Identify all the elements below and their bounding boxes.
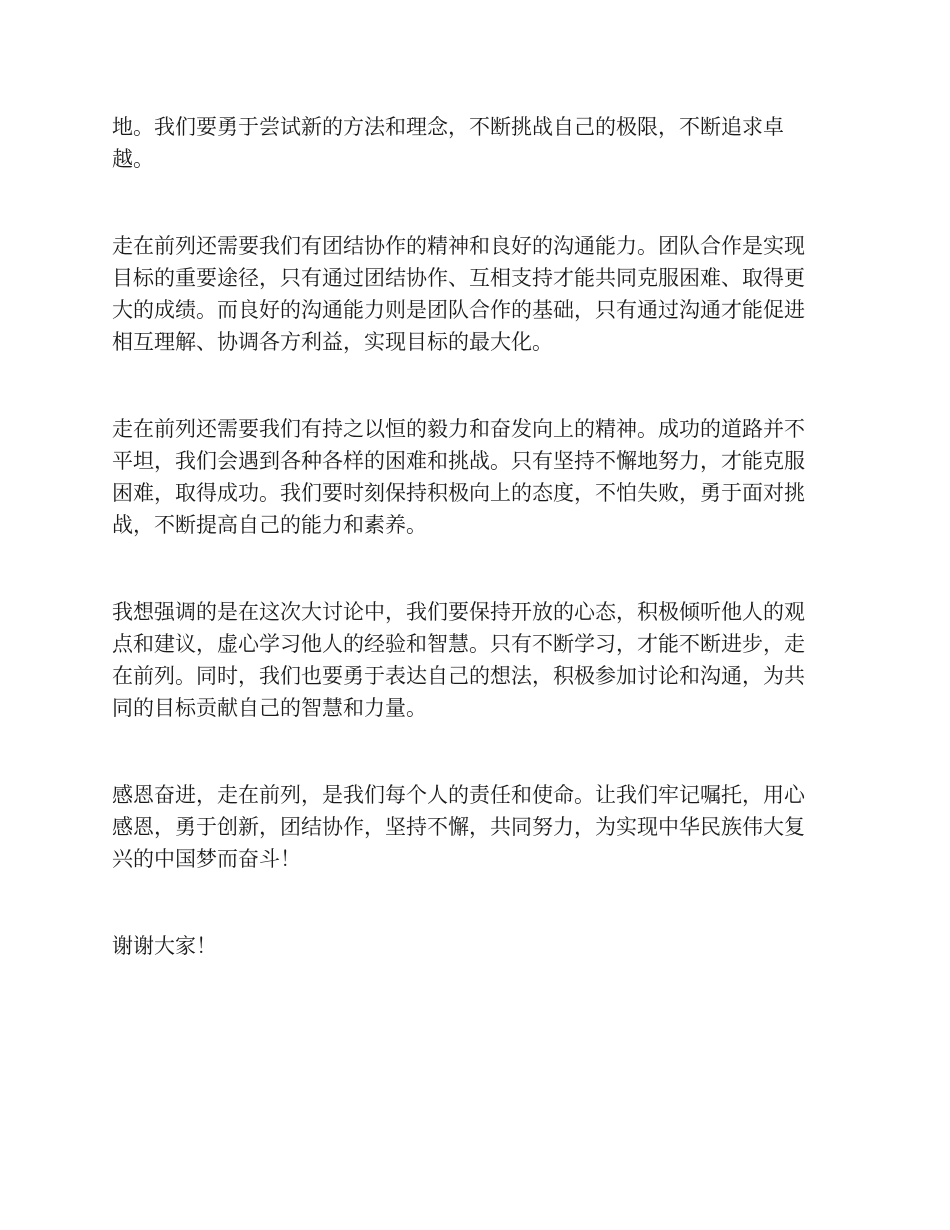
text-line: 越。	[112, 147, 154, 171]
paragraph	[112, 596, 838, 724]
text-line: 目标的重要途径，只有通过团结协作、互相支持才能共同克服困难、取得更	[112, 266, 805, 290]
text-line: 兴的中国梦而奋斗！	[112, 847, 301, 871]
text-line: 地。我们要勇于尝试新的方法和理念，不断挑战自己的极限，不断追求卓	[112, 115, 784, 139]
text-line: 走在前列还需要我们有持之以恒的毅力和奋发向上的精神。成功的道路并不	[112, 417, 805, 441]
text-line: 在前列。同时，我们也要勇于表达自己的想法，积极参加讨论和沟通，为共	[112, 664, 805, 688]
text-line: 感恩奋进，走在前列，是我们每个人的责任和使命。让我们牢记嘱托，用心	[112, 783, 805, 807]
text-line: 大的成绩。而良好的沟通能力则是团队合作的基础，只有通过沟通才能促进	[112, 298, 805, 322]
paragraph	[112, 779, 838, 875]
text-line: 相互理解、协调各方利益，实现目标的最大化。	[112, 330, 553, 354]
document-body	[112, 111, 838, 1017]
paragraph	[112, 413, 838, 541]
text-line: 同的目标贡献自己的智慧和力量。	[112, 696, 427, 720]
text-line: 谢谢大家！	[112, 934, 217, 958]
text-line: 感恩，勇于创新，团结协作，坚持不懈，共同努力，为实现中华民族伟大复	[112, 815, 805, 839]
paragraph	[112, 111, 838, 175]
text-line: 点和建议，虚心学习他人的经验和智慧。只有不断学习，才能不断进步，走	[112, 632, 805, 656]
paragraph	[112, 230, 838, 358]
text-line: 战，不断提高自己的能力和素养。	[112, 513, 427, 537]
text-line: 走在前列还需要我们有团结协作的精神和良好的沟通能力。团队合作是实现	[112, 234, 805, 258]
closing-paragraph	[112, 930, 838, 962]
text-line: 平坦，我们会遇到各种各样的困难和挑战。只有坚持不懈地努力，才能克服	[112, 449, 805, 473]
text-line: 我想强调的是在这次大讨论中，我们要保持开放的心态，积极倾听他人的观	[112, 600, 805, 624]
text-line: 困难，取得成功。我们要时刻保持积极向上的态度，不怕失败，勇于面对挑	[112, 481, 805, 505]
